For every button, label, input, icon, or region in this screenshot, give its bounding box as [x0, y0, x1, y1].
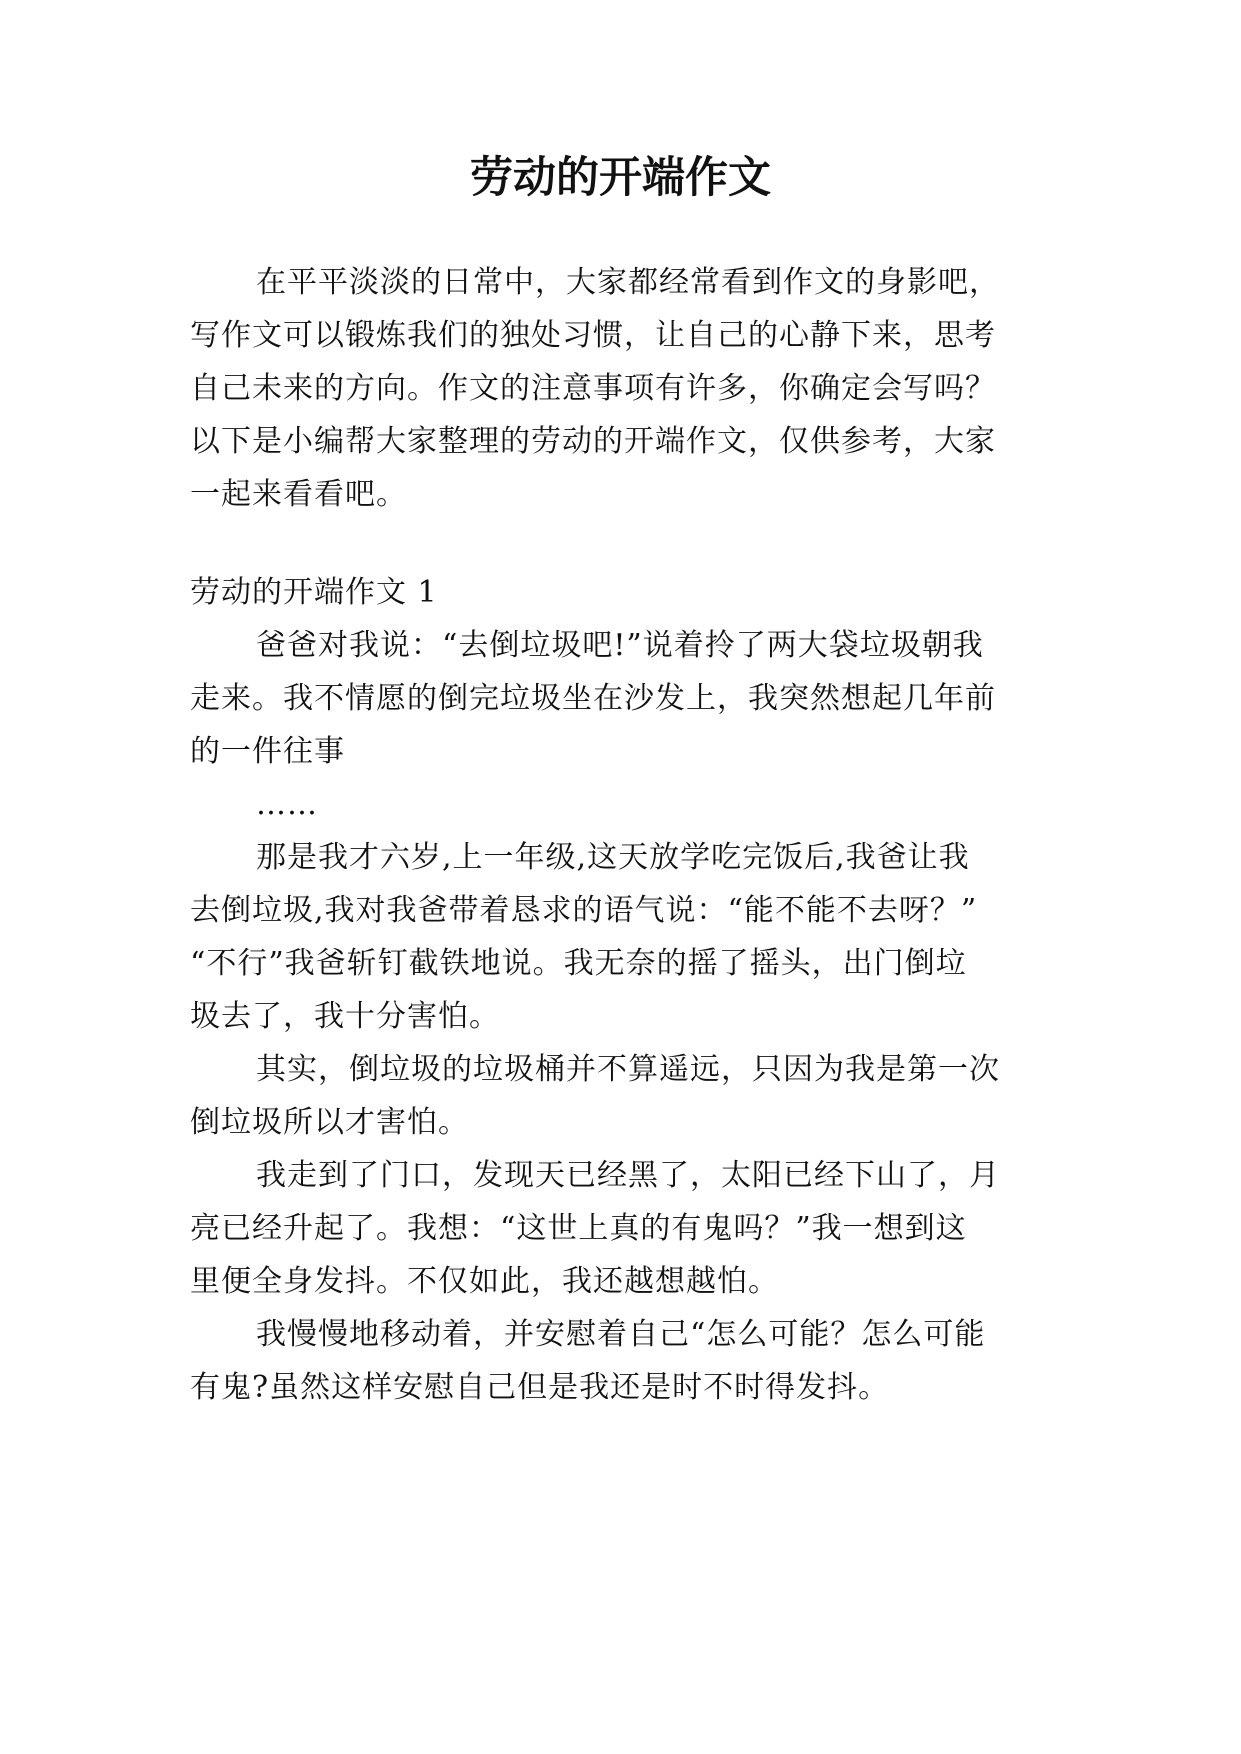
body-line-6: 去倒垃圾,我对我爸带着恳求的语气说：“能不能不去呀？” [190, 893, 978, 928]
body-line-5: 那是我才六岁,上一年级,这天放学吃完饭后,我爸让我 [256, 840, 970, 875]
body-line-12: 亮已经升起了。我想：“这世上真的有鬼吗？”我一想到这 [190, 1211, 967, 1246]
body-line-15: 有鬼?虽然这样安慰自己但是我还是时不时得发抖。 [190, 1370, 890, 1405]
body-line-2: 走来。我不情愿的倒完垃圾坐在沙发上，我突然想起几年前 [190, 681, 996, 716]
intro-line-5: 一起来看看吧。 [190, 477, 407, 512]
body-line-1: 爸爸对我说：“去倒垃圾吧!”说着拎了两大袋垃圾朝我 [256, 628, 984, 663]
body-line-11: 我走到了门口，发现天已经黑了，太阳已经下山了，月 [256, 1158, 1000, 1193]
body-line-7: “不行”我爸斩钉截铁地说。我无奈的摇了摇头，出门倒垃 [190, 946, 967, 981]
intro-line-4: 以下是小编帮大家整理的劳动的开端作文，仅供参考，大家 [190, 424, 996, 459]
intro-line-3: 自己未来的方向。作文的注意事项有许多，你确定会写吗？ [190, 371, 996, 406]
body-line-8: 圾去了，我十分害怕。 [190, 999, 500, 1034]
body-line-13: 里便全身发抖。不仅如此，我还越想越怕。 [190, 1264, 779, 1299]
document-title: 劳动的开端作文 [470, 153, 771, 203]
body-line-4: …… [256, 787, 318, 822]
intro-line-2: 写作文可以锻炼我们的独处习惯，让自己的心静下来，思考 [190, 318, 996, 353]
body-line-3: 的一件往事 [190, 734, 345, 769]
section-heading: 劳动的开端作文 1 [190, 575, 438, 610]
body-line-9: 其实，倒垃圾的垃圾桶并不算遥远，只因为我是第一次 [256, 1052, 1000, 1087]
body-line-14: 我慢慢地移动着，并安慰着自己“怎么可能？怎么可能 [256, 1317, 986, 1352]
body-line-10: 倒垃圾所以才害怕。 [190, 1105, 469, 1140]
intro-line-1: 在平平淡淡的日常中，大家都经常看到作文的身影吧， [256, 265, 1000, 300]
